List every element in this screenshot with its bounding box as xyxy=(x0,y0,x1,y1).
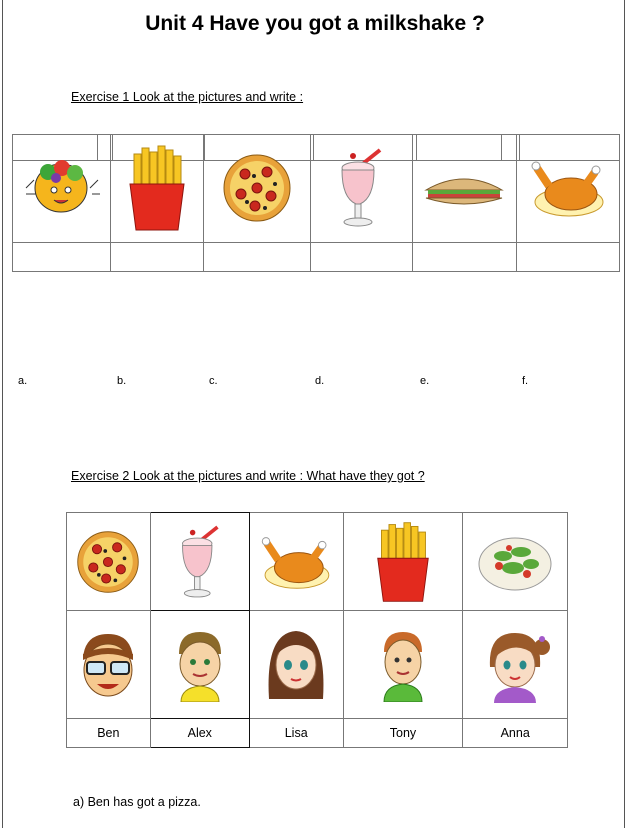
milkshake-icon xyxy=(336,146,386,230)
exercise2-heading: Exercise 2 Look at the pictures and write : What have they got ? xyxy=(71,469,425,483)
milkshake-cell xyxy=(310,134,412,242)
exercise1-table xyxy=(12,134,620,272)
girl-long-hair-icon xyxy=(265,625,327,705)
answer-letter: a. xyxy=(18,375,28,387)
girl-pigtail-icon xyxy=(480,627,550,703)
answer-letter: f. xyxy=(522,375,529,387)
fries-icon xyxy=(126,144,188,232)
boy-icon xyxy=(173,628,227,702)
answer-letter: e. xyxy=(420,375,430,387)
answer-cell[interactable] xyxy=(110,242,203,271)
boy-glasses-icon xyxy=(77,630,139,700)
chicken-cell xyxy=(249,513,343,611)
fries-cell xyxy=(110,134,203,242)
answer-letter: b. xyxy=(117,375,127,387)
answer-cell[interactable] xyxy=(516,242,619,271)
salad-cell xyxy=(13,134,111,242)
sandwich-icon xyxy=(422,168,506,208)
chicken-cell xyxy=(516,134,619,242)
milkshake-cell xyxy=(150,513,249,611)
exercise2-table xyxy=(66,512,568,748)
fries-cell xyxy=(343,513,463,611)
name-label: Tony xyxy=(343,719,463,748)
salad-icon xyxy=(475,530,555,594)
name-label: Lisa xyxy=(249,719,343,748)
pizza-cell xyxy=(203,134,310,242)
salad-icon xyxy=(18,158,104,218)
face-cell xyxy=(343,611,463,719)
face-cell xyxy=(67,611,151,719)
answer-letter: d. xyxy=(315,375,325,387)
chicken-icon xyxy=(259,532,333,592)
milkshake-icon xyxy=(177,522,223,602)
answer-cell[interactable] xyxy=(203,242,310,271)
example-sentence: a) Ben has got a pizza. xyxy=(73,795,201,809)
face-cell xyxy=(249,611,343,719)
page-title: Unit 4 Have you got a milkshake ? xyxy=(145,12,485,35)
face-cell xyxy=(150,611,249,719)
pizza-icon xyxy=(75,529,141,595)
answer-cell[interactable] xyxy=(13,242,111,271)
answer-letter: c. xyxy=(209,375,218,387)
chicken-icon xyxy=(529,156,607,220)
answer-cell[interactable] xyxy=(310,242,412,271)
boy-icon xyxy=(378,628,428,702)
name-label: Ben xyxy=(67,719,151,748)
fries-icon xyxy=(374,520,432,604)
salad-cell xyxy=(463,513,568,611)
face-cell xyxy=(463,611,568,719)
name-label: Anna xyxy=(463,719,568,748)
sandwich-cell xyxy=(413,134,516,242)
pizza-icon xyxy=(221,152,293,224)
exercise1-heading: Exercise 1 Look at the pictures and write : xyxy=(71,90,304,104)
answer-cell[interactable] xyxy=(413,242,516,271)
pizza-cell xyxy=(67,513,151,611)
name-label: Alex xyxy=(150,719,249,748)
